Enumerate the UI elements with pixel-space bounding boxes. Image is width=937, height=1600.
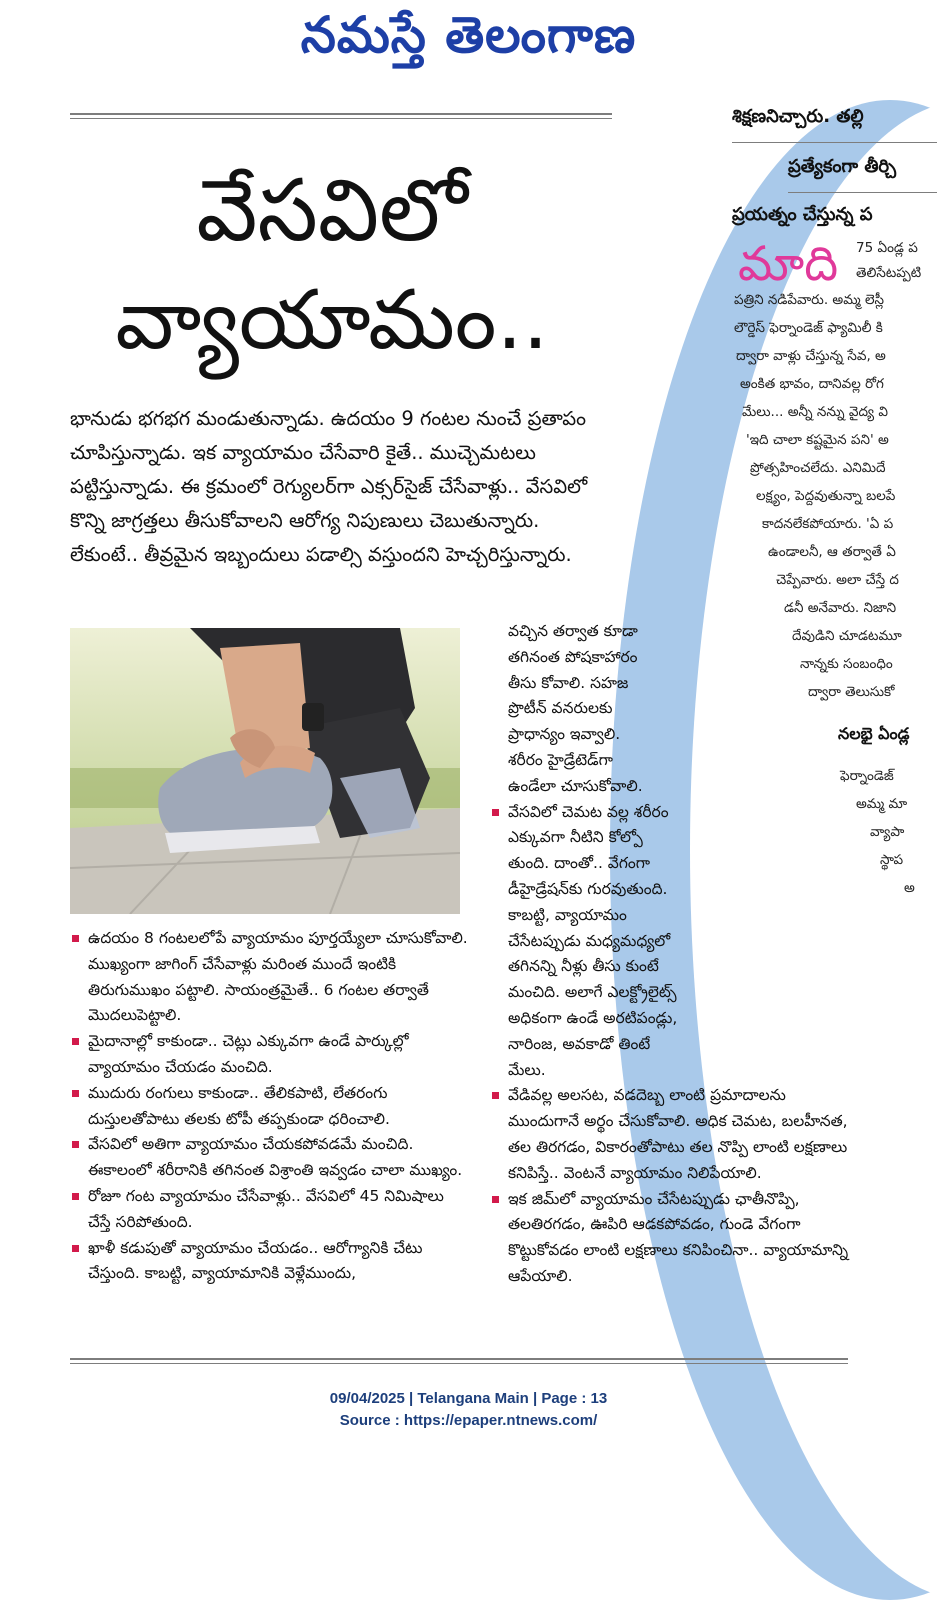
bullet-icon <box>72 1038 79 1045</box>
right-body-line: ద్వారా వాళ్లు చేస్తున్న సేవ, అ <box>736 348 886 364</box>
bullet-icon <box>492 1196 499 1203</box>
right-sub-line: ఫెర్నాండెజ్ <box>840 768 894 784</box>
right-headline-line: శిక్షణనిచ్చారు. తల్లి <box>732 106 864 127</box>
list-item: వేడివల్ల అలసట, వడదెబ్బ లాంటి ప్రమాదాలను ముందుగానే అర్థం చేసుకోవాలి. అధిక చెమట, బలహీనత, తల తిరగడం, వికారంతోపాటు తల నొప్పి లాంటి లక్షణాలు కనిపిస్తే.. వెంటనే వ్యాయామం నిలిపేయాలి. <box>490 1083 850 1186</box>
right-sub-line: వ్యాపా <box>870 824 905 840</box>
right-body-line: పత్రిని నడిపేవారు. అమ్మ లెస్లీ <box>734 292 884 308</box>
right-body-line: తెలిసేటప్పటి <box>856 265 922 281</box>
column-2 <box>490 619 850 1290</box>
bullet-icon <box>72 1090 79 1097</box>
right-subhead: నలభై ఏండ్ల <box>838 724 910 743</box>
right-sub-line: అ <box>904 880 915 896</box>
article-photo <box>70 628 460 914</box>
right-body-line: ప్రోత్సహించలేదు. ఎనిమిదే <box>750 460 886 476</box>
right-body-line: 75 ఏండ్ల ప <box>856 240 918 256</box>
bullet-icon <box>72 935 79 942</box>
bullet-icon <box>492 809 499 816</box>
headline-line-2: వ్యాయామం.. <box>115 273 549 368</box>
right-body-line: డనీ అనేవారు. నిజాని <box>784 600 897 616</box>
bullet-icon <box>72 1141 79 1148</box>
top-rule <box>70 113 612 115</box>
column-1 <box>70 926 470 1287</box>
shoe-lacing-illustration <box>70 628 460 914</box>
list-item: ఇక జిమ్‌లో వ్యాయామం చేసేటప్పుడు ఛాతీనొప్పి, తలతిరగడం, ఊపిరి ఆడకపోవడం, గుండె వేగంగా కొట్టుకోవడం లాంటి లక్షణాలు కనిపించినా.. వ్యాయామాన్ని ఆపేయాలి. <box>490 1187 850 1290</box>
bullet-icon <box>72 1193 79 1200</box>
right-headline-line: ప్రయత్నం చేస్తున్న ప <box>732 204 873 225</box>
dropcap: మాది <box>738 236 839 292</box>
right-body-line: మేలు... అన్నీ నన్ను వైద్య వి <box>742 404 888 420</box>
right-sub-line: స్థాప <box>880 852 904 868</box>
bottom-rule <box>70 1358 848 1360</box>
bullet-icon <box>72 1245 79 1252</box>
right-headline-line: ప్రత్యేకంగా తీర్చి <box>788 156 897 177</box>
masthead-title: నమస్తే తెలంగాణ <box>300 6 637 64</box>
right-sub-line: అమ్మ మా <box>856 796 908 812</box>
list-item: ముదురు రంగులు కాకుండా.. తేలికపాటి, లేతరంగు దుస్తులతోపాటు తలకు టోపీ తప్పకుండా ధరించాలి. <box>70 1081 470 1133</box>
right-body-line: ఉండాలనీ, ఆ తర్వాతే ఏ <box>768 544 896 560</box>
list-item: ఖాళీ కడుపుతో వ్యాయామం చేయడం.. ఆరోగ్యానికి చేటు చేస్తుంది. కాబట్టి, వ్యాయామానికి వెళ్లేముందు, <box>70 1236 470 1288</box>
right-body-line: నాన్నకు సంబంధిం <box>800 656 893 672</box>
right-body-line: కాదనలేకపోయారు. 'ఏ ప <box>762 516 894 532</box>
right-body-line: చెప్పేవారు. అలా చేస్తే ద <box>776 572 899 588</box>
footer-edition: 09/04/2025 | Telangana Main | Page : 13 <box>329 1390 608 1407</box>
right-body-line: 'ఇది చాలా కష్టమైన పని' అ <box>746 432 889 448</box>
right-body-line: ద్వారా తెలుసుకో <box>808 684 895 700</box>
continuation-text: వచ్చిన తర్వాత కూడా తగినంత పోషకాహారం తీసు కోవాలి. సహజ ప్రొటీన్ వనరులకు ప్రాధాన్యం ఇవ్వాలి. శరీరం హైడ్రేటెడ్‌గా ఉండేలా చూసుకోవాలి. <box>508 622 643 795</box>
list-item: మైదానాల్లో కాకుండా.. చెట్లు ఎక్కువగా ఉండే పార్కుల్లో వ్యాయామం చేయడం మంచిది. <box>70 1029 470 1081</box>
bullet-icon <box>492 1092 499 1099</box>
right-body-line: లౌర్డెస్ ఫెర్నాండెజ్ ఫ్యామిలీ కి <box>734 320 883 336</box>
bottom-rule-thin <box>70 1363 848 1364</box>
intro-paragraph: భానుడు భగభగ మండుతున్నాడు. ఉదయం 9 గంటల నుంచే ప్రతాపం చూపిస్తున్నాడు. ఇక వ్యాయామం చేసేవారి కైతే.. ముచ్చెమటలు పట్టిస్తున్నాడు. ఈ క్రమంలో రెగ్యులర్‌గా ఎక్సర్‌సైజ్ చేసేవాళ్లు.. వేసవిలో కొన్ని జాగ్రత్తలు తీసుకోవాలని ఆరోగ్య నిపుణులు చెబుతున్నారు. లేకుంటే.. తీవ్రమైన ఇబ్బందులు పడాల్సి వస్తుందని హెచ్చరిస్తున్నారు. <box>70 407 588 566</box>
divider <box>732 142 937 143</box>
right-body-line: లక్ష్యం, పెద్దవుతున్నా బలపే <box>756 488 896 504</box>
right-body-line: దేవుడిని చూడటమూ <box>792 628 902 644</box>
footer-source: Source : https://epaper.ntnews.com/ <box>339 1412 598 1429</box>
list-item: రోజూ గంట వ్యాయామం చేసేవాళ్లు.. వేసవిలో 45 నిమిషాలు చేస్తే సరిపోతుంది. <box>70 1184 470 1236</box>
headline-line-1: వేసవిలో <box>196 161 468 261</box>
top-rule-thin <box>70 118 612 119</box>
list-item: వేసవిలో చెమట వల్ల శరీరం ఎక్కువగా నీటిని కోల్పో తుంది. దాంతో.. వేగంగా డీహైడ్రేషన్‌కు గురవుతుంది. కాబట్టి, వ్యాయామం చేసేటప్పుడు మధ్యమధ్యలో తగినన్ని నీళ్లు తీసు కుంటే మంచిది. అలాగే ఎలక్ట్రోలైట్స్ అధికంగా ఉండే అరటిపండ్లు, నారింజ, అవకాడో తింటే మేలు. <box>490 800 683 1084</box>
list-item: వేసవిలో అతిగా వ్యాయామం చేయకపోవడమే మంచిది. ఈకాలంలో శరీరానికి తగినంత విశ్రాంతి ఇవ్వడం చాలా ముఖ్యం. <box>70 1132 470 1184</box>
divider <box>788 192 937 193</box>
list-item: ఉదయం 8 గంటలలోపే వ్యాయామం పూర్తయ్యేలా చూసుకోవాలి. ముఖ్యంగా జాగింగ్ చేసేవాళ్లు మరింత ముందే ఇంటికి తిరుగుముఖం పట్టాలి. సాయంత్రమైతే.. 6 గంటల తర్వాతే మొదలుపెట్టాలి. <box>70 926 470 1029</box>
right-body-line: అంకిత భావం, దానివల్ల రోగ <box>740 376 884 392</box>
